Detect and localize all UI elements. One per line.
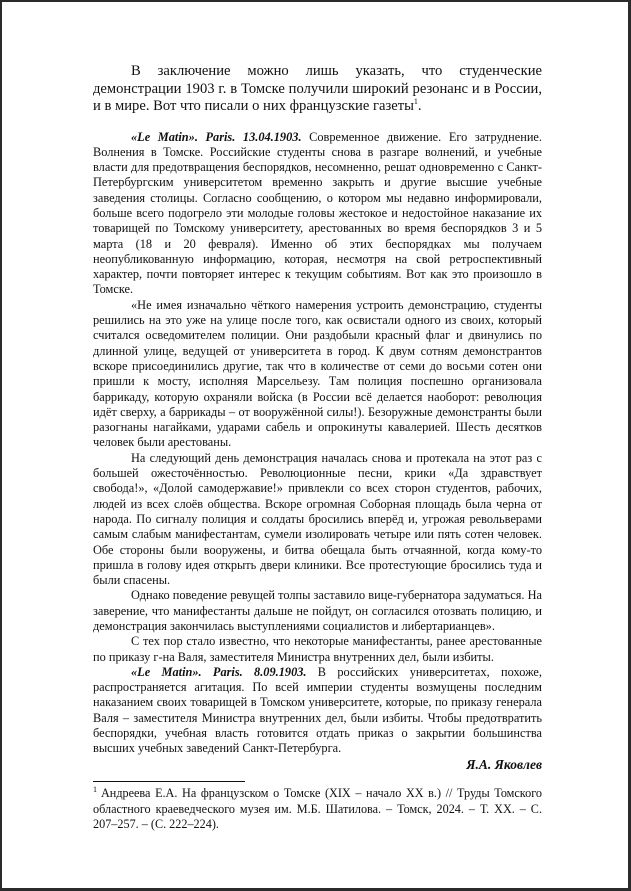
footnote-mark: 1	[93, 784, 97, 794]
footnote-text: Андреева Е.А. На французском о Томске (XIX – начало XX в.) // Труды Томского областного краеведческого музея им. М.Б. Шатилова. – Томск, 2024. – Т. XX. – С. 207–257. – (С. 222–224).	[93, 786, 542, 831]
author-signature: Я.А. Яковлев	[466, 756, 542, 772]
footnote	[93, 786, 542, 833]
article-2-paragraph-1	[93, 665, 542, 757]
article-1-paragraph-5: С тех пор стало известно, что некоторые манифестанты, ранее арестованные по приказу г-на Валя, заместителя Министра внутренних дел, были избиты.	[93, 634, 542, 664]
body-text	[93, 63, 542, 773]
article-text: В российских университетах, похоже, распространяется агитация. По всей империи студенты возмущены последним наказанием своих товарищей в Томском университете, которые, по приказу генерала Валя – заместителя Министра внутренних дел, были избиты. Чтобы предотвратить беспорядки, учебная власть готовится отдать приказ о закрытии большинства высших учебных заведений Санкт-Петербурга.	[93, 664, 543, 756]
article-source: «Le Matin». Paris. 8.09.1903.	[131, 664, 307, 679]
spacer	[93, 116, 542, 130]
footnote-separator	[93, 781, 245, 782]
intro-text: В заключение можно лишь указать, что студенческие демонстрации 1903 г. в Томске получили широкий резонанс и в России, и в мире. Вот что писали о них французские газеты	[93, 63, 542, 114]
article-1-paragraph-3: На следующий день демонстрация началась снова и протекала на этот раз с большей ожесточённостью. Революционные песни, крики «Да здравствует свобода!», «Долой самодержавие!» привлекли со всех сторон студентов, рабочих, людей из всех слоёв общества. Вскоре огромная Соборная площадь была черна от народа. По сигналу полиция и солдаты бросились вперёд и, угрожая револьверами самым слабым манифестантам, сумели изолировать четыре или пять сотен человек. Обе стороны были вооружены, и битва обещала быть отчаянной, когда кому-то пришла в голову идея открыть двери клиники. Все протестующие бросились туда и были спасены.	[93, 450, 542, 588]
article-source: «Le Matin». Paris. 13.04.1903.	[131, 129, 302, 144]
article-1-paragraph-1	[93, 130, 542, 298]
article-1-paragraph-2: «Не имея изначально чёткого намерения устроить демонстрацию, студенты решились на это уже на улице после того, как освистали одного из своих, который считался осведомителем полиции. Они раздобыли красный флаг и двинулись по длинной улице, ведущей от университета в город. К двум сотням демонстрантов вскоре присоединились другие, так что в количестве от семи до восьми сотен они пришли к мосту, исполняя Марсельезу. Там полиция поспешно организовала баррикаду, которую охраняли войска (в России всё делается наоборот: революция идёт сверху, а баррикады – от вооружённой силы!). Безоружные демонстранты были разогнаны нагайками, ударами сабель и опрокинуты кавалерией. Шесть десятков человек были арестованы.	[93, 297, 542, 450]
article-text: Современное движение. Его затруднение. Волнения в Томске. Российские студенты снова в разгаре волнений, и учебные власти для предотвращения беспорядков, несомненно, решат одновременно с Санкт-Петербургским университетом временно закрыть и другие высшие учебные заведения столицы. Согласно сообщению, о котором мы недавно информировали, больше всего подогрело эти молодые головы жестокое и недостойное наказание их товарищей по Томскому университету, арестованных во время беспорядков 3 и 5 марта (18 и 20 февраля). Именно об этих беспорядках мы получаем неопубликованную информацию, которая, несмотря на свой ретроспективный характер, почти повторяет интерес к текущим событиям. Вот как это произошло в Томске.	[93, 129, 542, 297]
intro-end: .	[417, 98, 422, 114]
press-quotes	[93, 130, 542, 757]
footnote-reference[interactable]: 1	[413, 97, 418, 107]
article-1-paragraph-4: Однако поведение ревущей толпы заставило вице-губернатора задуматься. На заверение, что манифестанты дальше не пойдут, он согласился отозвать полицию, и демонстрация закончилась выступлениями социалистов и либертарианцев».	[93, 588, 542, 633]
intro-paragraph	[93, 63, 542, 116]
document-page	[2, 2, 628, 888]
